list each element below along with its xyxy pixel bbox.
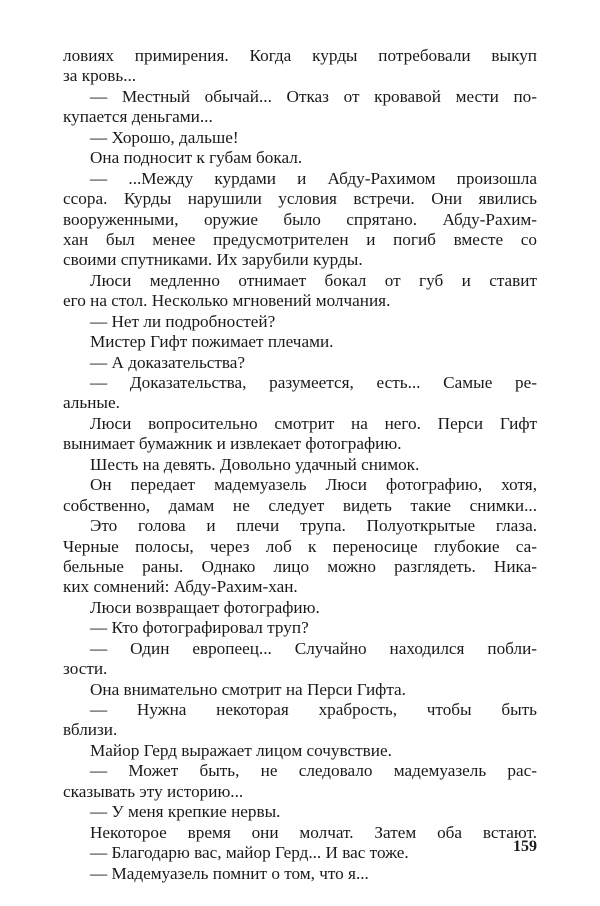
text-line: вынимает бумажник и извлекает фотографию.: [63, 434, 402, 454]
text-line: — Местный обычай... Отказ от кровавой мести по-: [90, 86, 537, 106]
text-line: Она внимательно смотрит на Перси Гифта.: [90, 679, 406, 699]
text-line: — Один европеец... Случайно находился побли-: [90, 638, 537, 658]
text-line: Шесть на девять. Довольно удачный снимок.: [90, 454, 420, 474]
text-line: — Кто фотографировал труп?: [90, 618, 309, 638]
text-line: — Нужна некоторая храбрость, чтобы быть: [90, 700, 537, 719]
text-line: — ...Между курдами и Абду-Рахимом произошла: [90, 168, 537, 188]
page-number: 159: [513, 838, 537, 855]
text-line: Майор Герд выражает лицом сочувствие.: [90, 740, 392, 760]
text-line: вооруженными, оружие было спрятано. Абду-Рахим-: [63, 209, 537, 229]
text-line: — А доказательства?: [90, 352, 246, 372]
text-line: ловиях примирения. Когда курды потребовали выкуп: [63, 46, 537, 65]
text-line: сказывать эту историю...: [63, 781, 244, 801]
text-line: Это голова и плечи трупа. Полуоткрытые глаза.: [90, 516, 537, 536]
text-line: Люси вопросительно смотрит на него. Перси Гифт: [90, 413, 537, 433]
text-line: — Может быть, не следовало мадемуазель рас-: [90, 761, 537, 781]
text-line: альные.: [63, 393, 120, 413]
text-line: Она подносит к губам бокал.: [90, 148, 303, 168]
text-line: — У меня крепкие нервы.: [90, 802, 281, 822]
text-line: Мистер Гифт пожимает плечами.: [90, 332, 334, 352]
text-line: — Мадемуазель помнит о том, что я...: [90, 863, 369, 883]
text-line: купается деньгами...: [63, 107, 213, 127]
text-line: зости.: [63, 659, 108, 679]
text-line: — Доказательства, разумеется, есть... Самые ре-: [90, 373, 537, 392]
text-line: Люси медленно отнимает бокал от губ и ставит: [90, 270, 537, 290]
text-line: за кровь...: [63, 66, 137, 86]
text-line: — Благодарю вас, майор Герд... И вас тоже.: [90, 843, 409, 863]
text-line: Он передает мадемуазель Люси фотографию, хотя,: [90, 475, 537, 495]
text-line: Черные полосы, через лоб к переносице глубокие са-: [63, 536, 537, 556]
page-body-text: [63, 46, 537, 884]
text-line: хан был менее предусмотрителен и погиб вместе со: [63, 229, 537, 249]
text-line: бельные раны. Однако лицо можно разглядеть. Ника-: [63, 556, 537, 576]
text-line: его на стол. Несколько мгновений молчания.: [63, 291, 391, 311]
text-line: вблизи.: [63, 720, 118, 740]
text-line: — Нет ли подробностей?: [90, 311, 276, 331]
text-line: Люси возвращает фотографию.: [90, 597, 320, 617]
text-line: Некоторое время они молчат. Затем оба встают.: [90, 822, 537, 842]
text-line: собственно, дамам не следует видеть такие снимки...: [63, 495, 537, 515]
text-line: ких сомнений: Абду-Рахим-хан.: [63, 577, 298, 597]
text-line: ссора. Курды нарушили условия встречи. Они явились: [63, 189, 537, 209]
text-line: — Хорошо, дальше!: [90, 127, 239, 147]
text-line: своими спутниками. Их зарубили курды.: [63, 250, 363, 270]
